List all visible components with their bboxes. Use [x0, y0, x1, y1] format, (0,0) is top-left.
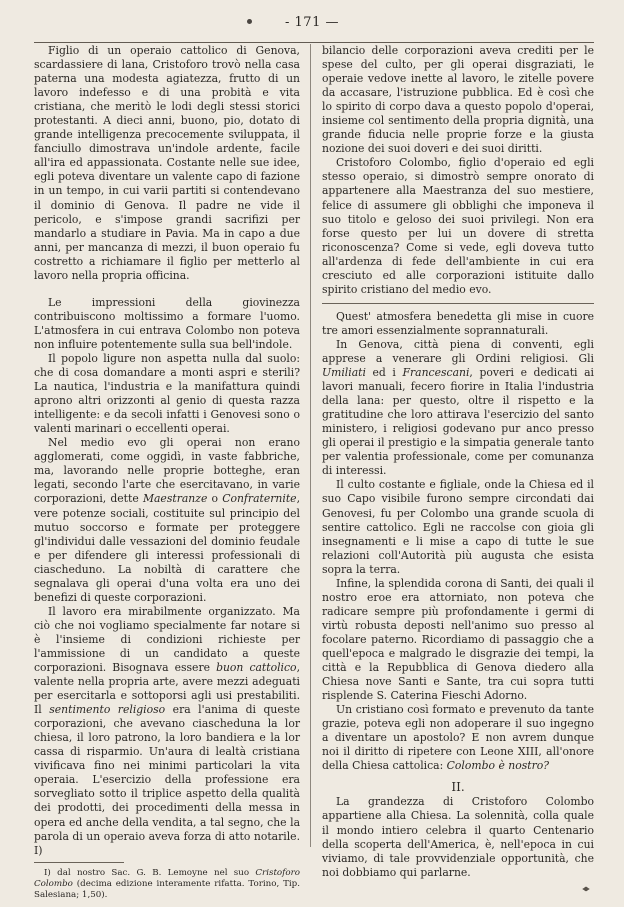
footnote-marker: I) [34, 843, 43, 857]
paragraph: Le impressioni della giovinezza contribuiscono moltissimo a formare l'uomo. L'atmosfera in cui entrava Colombo non poteva non influire potentemente sulla sua bell'indole. [34, 295, 300, 351]
paragraph: Quest' atmosfera benedetta gli mise in cuore tre amori essenzialmente soprannaturali. [322, 309, 594, 337]
page-number: - 171 — [285, 15, 339, 30]
paragraph: La grandezza di Cristoforo Colombo appartiene alla Chiesa. La solennità, colla quale il mondo intiero celebra il quarto Centenario della scoperta dell'America, è, nell'epoca in cui viviamo, di tale provvidenziale opportunità, che noi dobbiamo qui parlarne. [322, 795, 594, 879]
paragraph: Infine, la splendida corona di Santi, dei quali il nostro eroe era attorniato, non poteva che radicare sempre più profondamente i germi di virtù robusta deposti nell'animo suo presso al focolare paterno. Ricordiamo di passaggio che a quell'epoca e malgrado le disgrazie dei tempi, la città e la Repubblica di Genova diedero alla Chiesa nove Santi e Sante, tra cui sopra tutti risplende S. Caterina Fieschi Adorno. [322, 576, 594, 703]
ornament-icon [582, 885, 590, 893]
paragraph: In Genova, città piena di conventi, egli apprese a venerare gli Ordini religiosi. Gli Umiliati ed i Francescani, poveri e dedicati ai lavori manuali, fecero fiorire in Italia l'industria della lana: per questo, oltre il rispetto e la gratitudine che loro attirava l'esercizio del santo ministero, i religiosi godevano pur anco presso gli operai il prestigio e la simpatia generale tanto per valentia professionale, come per comunanza di interessi. [322, 337, 594, 478]
left-column [34, 44, 300, 900]
column-divider [310, 44, 311, 847]
paragraph: Un cristiano così formato e prevenuto da tante grazie, poteva egli non adoperare il suo ingegno a diventare un apostolo? E non avrem dunque noi il diritto di ripetere con Leone XIII, all'onore della Chiesa cattolica: Colombo è nostro? [322, 703, 594, 773]
paragraph: Cristoforo Colombo, figlio d'operaio ed egli stesso operaio, si dimostrò sempre onorato di appartenere alla Maestranza del suo mestiere, felice di assumere gli obblighi che imponeva il suo titolo e geloso dei suoi privilegi. Non era forse questo per lui un dovere di stretta riconoscenza? Come si vede, egli doveva tutto all'ardenza di fede dell'ambiente in cui era cresciuto ed alle corporazioni istituite dallo spirito cristiano del medio evo. [322, 156, 594, 296]
section-number: II. [451, 780, 465, 795]
header-rule [34, 42, 594, 43]
paragraph: bilancio delle corporazioni aveva crediti per le spese del culto, per gli operai disgraziati, le operaie vedove inette al lavoro, le zitelle povere da accasare, l'istruzione pubblica. Ed è così che lo spirito di corpo dava a questo popolo d'operai, insieme col sentimento della propria dignità, una grande fiducia nelle proprie forze e la giusta nozione dei suoi doveri e dei suoi diritti. [322, 44, 594, 156]
page-header [0, 12, 624, 38]
paragraph: Figlio di un operaio cattolico di Genova, scardassiere di lana, Cristoforo trovò nella casa paterna una modesta agiatezza, frutto di un lavoro indefesso e di una probità e vita cristiana, che meritò le lodi degli stessi storici protestanti. A dieci anni, buono, pio, dotato di grande intelligenza precocemente sviluppata, il fanciullo dimostrava un'indole ardente, facile all'ira ed appassionata. Costante nelle sue idee, egli poteva diventare un valente capo di fazione in un tempo, in cui varii partiti si contendevano il dominio di Genova. Il padre ne vide il pericolo, e s'impose grandi sacrifizi per mandarlo a studiare in Pavia. Ma in capo a due anni, per mancanza di mezzi, il buon operaio fu costretto a richiamare il figlio per metterlo al lavoro nella propria officina. [34, 44, 300, 282]
footnote: I) dal nostro Sac. G. B. Lemoyne nel suo Cristoforo Colombo (decima edizione interamente rifatta. Torino, Tip. Salesiana; 1,50). [34, 867, 300, 900]
right-column [322, 44, 594, 892]
paragraph: Il lavoro era mirabilmente organizzato. Ma ciò che noi vogliamo specialmente far notare si è l'insieme di condizioni richieste per l'ammissione di un candidato a queste corporazioni. Bisognava essere buon cattolico, valente nella propria arte, avere mezzi adeguati per esercitarla e sottoporsi agli usi prestabiliti. Il sentimento religioso era l'anima di queste corporazioni, che avevano ciascheduna la lor chiesa, il loro patrono, la loro bandiera e la lor cassa di risparmio. Un'aura di lealtà cristiana vivificava fino nei minimi particolari la vita operaia. L'esercizio della professione era sorvegliato sotto il triplice aspetto della qualità dei prodotti, dei procedimenti della messa in opera ed anche della vendita, a tal segno, che la parola di un operaio aveva forza di atto notarile. I) [34, 604, 300, 857]
footnote-rule [34, 862, 124, 863]
paragraph: Nel medio evo gli operai non erano agglomerati, come oggidì, in vaste fabbriche, ma, lavorando nelle proprie botteghe, eran legati, secondo l'arte che esercitavano, in varie corporazioni, dette Maestranze o Confraternite, vere potenze sociali, costituite sul principio del mutuo soccorso e formate per proteggere gl'individui dalle vessazioni del dominio feudale e per difendere gli interessi professionali di ciascheduno. La nobiltà di carattere che segnalava gli operai d'una volta era uno dei benefizi di queste corporazioni. [34, 436, 300, 604]
paragraph: Il popolo ligure non aspetta nulla dal suolo: che di cosa domandare a monti aspri e sterili? La nautica, l'industria e la manifattura quindi aprono altri orizzonti al genio di questa razza intelligente: e da secoli infatti i Genovesi sono o valenti marinari o eccellenti operai. [34, 351, 300, 436]
paragraph: Il culto costante e figliale, onde la Chiesa ed il suo Capo visibile furono sempre circondati dai Genovesi, fu per Colombo una grande scuola di sentire cattolico. Egli ne raccolse con gioia gli insegnamenti e li mise a capo di tutte le sue relazioni coll'Autorità più augusta che esista sopra la terra. [322, 478, 594, 576]
section-rule [322, 303, 594, 304]
